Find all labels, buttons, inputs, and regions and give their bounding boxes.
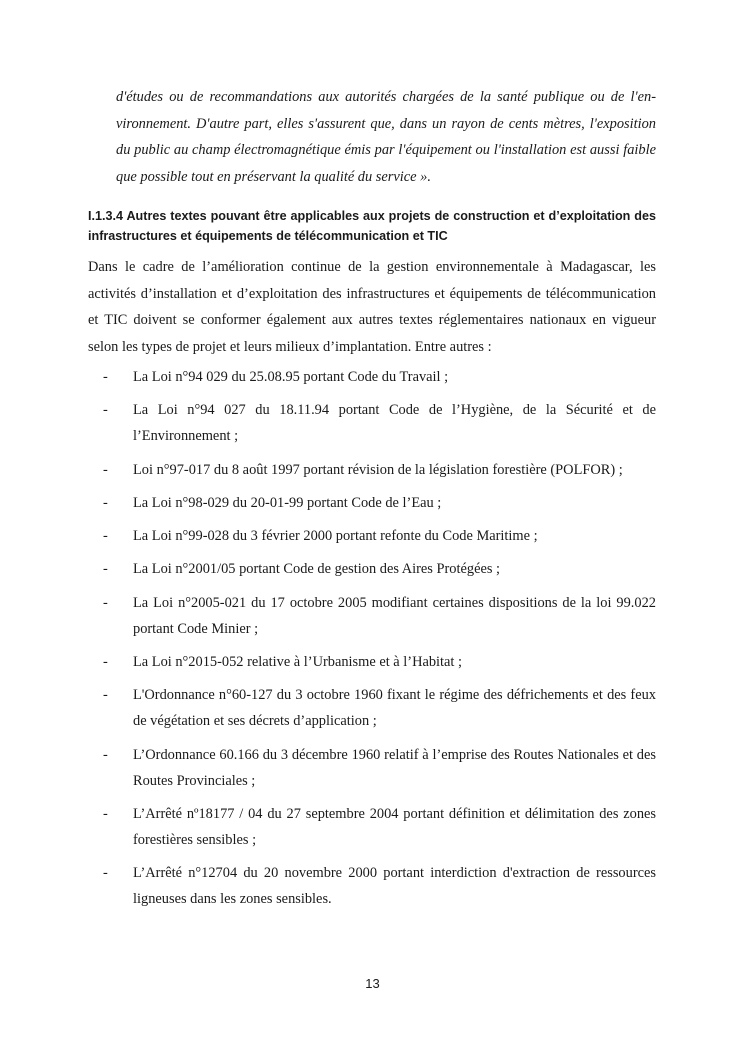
list-item-text: La Loi n°2001/05 portant Code de gestion des Aires Protégées ;	[133, 561, 501, 578]
list-item-text: L’Ordonnance 60.166 du 3 décembre 1960 relatif à l’emprise des Routes Nationales et des Routes Provinciales ;	[133, 746, 656, 789]
list-item	[88, 364, 656, 390]
list-item	[88, 742, 656, 794]
list-item	[88, 556, 656, 582]
list-item-text: La Loi n°2015-052 relative à l’Urbanisme et à l’Habitat ;	[133, 654, 463, 671]
list-dash: -	[103, 461, 108, 478]
intro-paragraph: Dans le cadre de l’amélioration continue de la gestion environnementale à Madagascar, les activités d’installation et d’exploitation des infrastructures et équipements de télécommunication et TIC doivent se conformer également aux autres textes réglementaires nationaux en vigueur selon les types de projet et leurs milieux d’implantation. Entre autres :	[88, 259, 656, 356]
list-item-text: L’Arrêté n°12704 du 20 novembre 2000 portant interdiction d'extraction de ressources ligneuses dans les zones sensibles.	[133, 865, 656, 908]
list-dash: -	[103, 865, 108, 882]
list-item-text: L'Ordonnance n°60-127 du 3 octobre 1960 fixant le régime des défrichements et des feux de végétation et ses décrets d’application ;	[133, 687, 656, 730]
list-item-text: La Loi n°2005-021 du 17 octobre 2005 modifiant certaines dispositions de la loi 99.022 portant Code Minier ;	[133, 594, 656, 637]
list-item-text: Loi n°97-017 du 8 août 1997 portant révision de la législation forestière (POLFOR) ;	[133, 461, 623, 478]
list-item	[88, 682, 656, 734]
list-dash: -	[103, 805, 108, 822]
list-dash: -	[103, 494, 108, 511]
list-item-text: La Loi n°94 027 du 18.11.94 portant Code de l’Hygiène, de la Sécurité et de l’Environnement ;	[133, 402, 656, 445]
list-dash: -	[103, 594, 108, 611]
list-item-text: La Loi n°94 029 du 25.08.95 portant Code du Travail ;	[133, 369, 449, 385]
quoted-paragraph: d'études ou de recommandations aux autorités chargées de la santé publique ou de l'environnement. D'autre part, elles s'assurent que, dans un rayon de cents mètres, l'exposition du public au champ électromagnétique émis par l'équipement ou l'installation est aussi faible que possible tout en préservant la qualité du service ».	[116, 89, 656, 186]
list-dash: -	[103, 402, 108, 419]
list-dash: -	[103, 654, 108, 671]
list-dash: -	[103, 561, 108, 578]
list-item	[88, 860, 656, 912]
legal-texts-list	[88, 364, 656, 920]
list-item	[88, 649, 656, 675]
list-item-text: L’Arrêté nº18177 / 04 du 27 septembre 2004 portant définition et délimitation des zones forestières sensibles ;	[133, 805, 656, 848]
list-dash: -	[103, 528, 108, 545]
list-dash: -	[103, 369, 108, 385]
list-dash: -	[103, 687, 108, 704]
list-dash: -	[103, 746, 108, 763]
list-item	[88, 523, 656, 549]
section-heading: I.1.3.4 Autres textes pouvant être applicables aux projets de construction et d’exploitation des infrastructures et équipements de télécommunication et TIC	[88, 209, 656, 243]
list-item	[88, 801, 656, 853]
list-item	[88, 397, 656, 449]
list-item	[88, 490, 656, 516]
list-item-text: La Loi n°99-028 du 3 février 2000 portant refonte du Code Maritime ;	[133, 528, 538, 545]
page-number: 13	[365, 976, 380, 991]
list-item	[88, 590, 656, 642]
list-item	[88, 457, 656, 483]
list-item-text: La Loi n°98-029 du 20-01-99 portant Code de l’Eau ;	[133, 494, 442, 511]
